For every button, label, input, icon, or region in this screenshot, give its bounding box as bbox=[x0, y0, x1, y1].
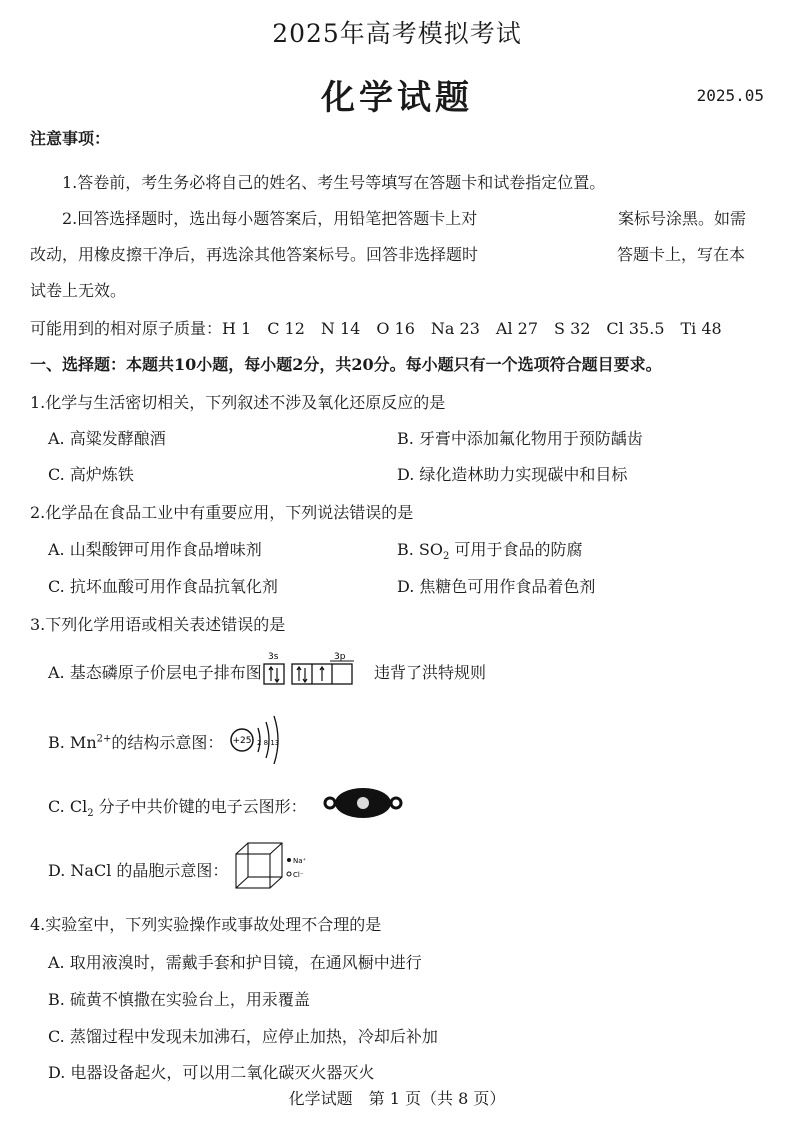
orbital-3p-label: 3p bbox=[334, 652, 346, 662]
mn-structure-diagram bbox=[226, 712, 296, 764]
q1-option-c: C. 高炉炼铁 bbox=[48, 465, 134, 484]
q2-option-c: C. 抗坏血酸可用作食品抗氧化剂 bbox=[48, 577, 278, 596]
q4-option-c: C. 蒸馏过程中发现未加沸石，应停止加热，冷却后补加 bbox=[48, 1027, 438, 1046]
nucleus-charge: +25 bbox=[232, 736, 252, 746]
q3-stem: 3.下列化学用语或相关表述错误的是 bbox=[30, 615, 286, 634]
q3-option-a-tail: 违背了洪特规则 bbox=[374, 663, 487, 682]
shell-electrons: 2 8 13 bbox=[257, 739, 280, 747]
q4-option-a: A. 取用液溴时，需戴手套和护目镜，在通风橱中进行 bbox=[48, 953, 422, 972]
q3-option-d: D. NaCl 的晶胞示意图： bbox=[48, 861, 229, 880]
q4-option-b: B. 硫黄不慎撒在实验台上，用汞覆盖 bbox=[48, 990, 310, 1009]
q4-stem: 4.实验室中，下列实验操作或事故处理不合理的是 bbox=[30, 915, 382, 934]
notice-heading: 注意事项： bbox=[30, 129, 111, 148]
q2-option-d: D. 焦糖色可用作食品着色剂 bbox=[397, 577, 596, 596]
orbital-3s-label: 3s bbox=[268, 652, 279, 662]
nacl-cell-diagram bbox=[232, 840, 322, 890]
notice-item-1: 1.答卷前，考生务必将自己的姓名、考生号等填写在答题卡和试卷指定位置。 bbox=[62, 173, 606, 192]
notice-item-2b: 案标号涂黑。如需 bbox=[618, 209, 747, 228]
orbital-diagram bbox=[262, 648, 374, 688]
q2-option-b: B. $SO_2$ 可用于食品的防腐 bbox=[397, 540, 583, 563]
exam-date: 2025.05 bbox=[696, 86, 764, 105]
legend-cl: Cl⁻ bbox=[293, 871, 304, 879]
electron-cloud-diagram bbox=[320, 786, 406, 820]
exam-title: 2025年高考模拟考试 bbox=[272, 19, 522, 48]
notice-item-2a: 2.回答选择题时，选出每小题答案后，用铅笔把答题卡上对 bbox=[62, 209, 478, 228]
atomic-masses: 可能用到的相对原子质量：H 1 C 12 N 14 O 16 Na 23 Al 27 S 32 Cl 35.5 Ti 48 bbox=[30, 319, 722, 338]
page-footer: 化学试题 第 1 页（共 8 页） bbox=[288, 1089, 506, 1108]
q1-option-b: B. 牙膏中添加氟化物用于预防龋齿 bbox=[397, 429, 643, 448]
q3-option-c: C. $Cl_2$ 分子中共价键的电子云图形： bbox=[48, 797, 307, 820]
subject-title: 化学试题 bbox=[321, 78, 473, 118]
notice-item-2e: 试卷上无效。 bbox=[30, 281, 127, 300]
section-1-heading: 一、选择题：本题共10小题，每小题2分，共20分。每小题只有一个选项符合题目要求。 bbox=[30, 355, 662, 374]
q3-option-b: B. $Mn^{2+}$的结构示意图： bbox=[48, 733, 224, 752]
q2-option-a: A. 山梨酸钾可用作食品增味剂 bbox=[48, 540, 262, 559]
notice-item-2c: 改动，用橡皮擦干净后，再选涂其他答案标号。回答非选择题时 bbox=[30, 245, 479, 264]
legend-na: Na⁺ bbox=[293, 857, 307, 865]
q2-stem: 2.化学品在食品工业中有重要应用，下列说法错误的是 bbox=[30, 503, 414, 522]
q1-stem: 1.化学与生活密切相关，下列叙述不涉及氧化还原反应的是 bbox=[30, 393, 446, 412]
q4-option-d: D. 电器设备起火，可以用二氧化碳灭火器灭火 bbox=[48, 1063, 375, 1082]
q3-option-a: A. 基态磷原子价层电子排布图 bbox=[48, 663, 262, 682]
q1-option-d: D. 绿化造林助力实现碳中和目标 bbox=[397, 465, 628, 484]
notice-item-2d: 答题卡上，写在本 bbox=[617, 245, 746, 264]
q1-option-a: A. 高粱发酵酿酒 bbox=[48, 429, 166, 448]
